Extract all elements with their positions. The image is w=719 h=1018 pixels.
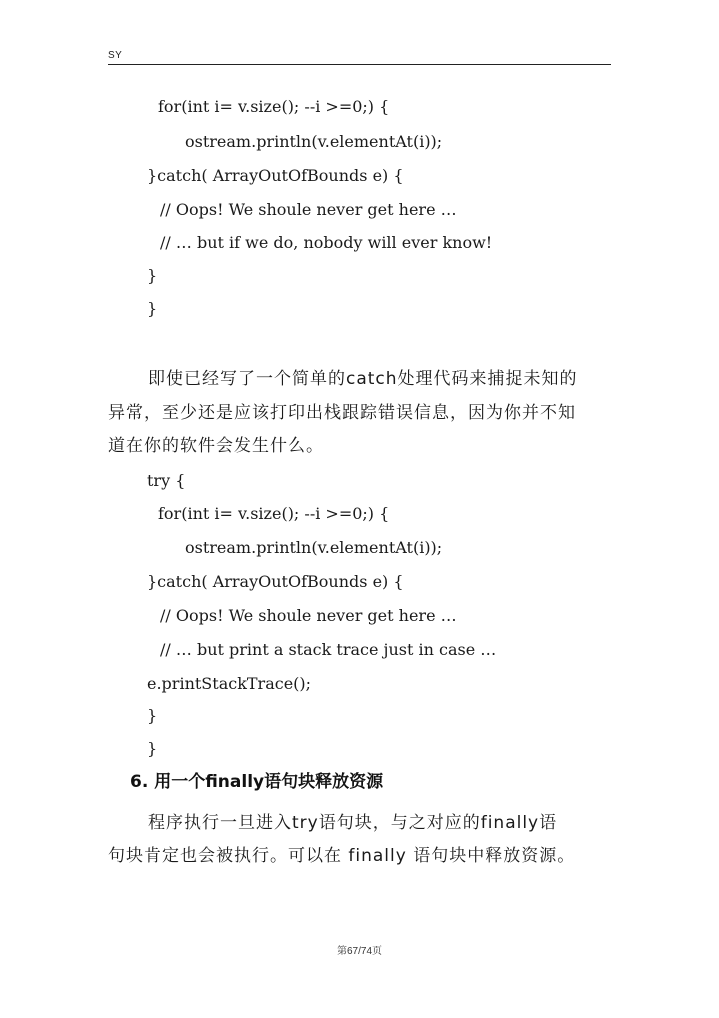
header-rule xyxy=(108,64,611,65)
code-line: ostream.println(v.elementAt(i)); xyxy=(185,132,443,151)
code-line: // Oops! We shoule never get here … xyxy=(160,200,457,219)
code-line: }catch( ArrayOutOfBounds e) { xyxy=(147,572,404,591)
paragraph-line: 句块肯定也会被执行。可以在 finally 语句块中释放资源。 xyxy=(108,846,576,866)
code-line: for(int i= v.size(); --i >=0;) { xyxy=(158,97,390,116)
code-line: } xyxy=(147,299,158,318)
page-number: 第67/74页 xyxy=(336,946,383,957)
code-line: // … but if we do, nobody will ever know! xyxy=(160,233,493,252)
code-line: ostream.println(v.elementAt(i)); xyxy=(185,538,443,557)
paragraph-line: 道在你的软件会发生什么。 xyxy=(108,436,324,456)
code-line: } xyxy=(147,706,158,725)
code-line: for(int i= v.size(); --i >=0;) { xyxy=(158,504,390,523)
paragraph-line: 程序执行一旦进入try语句块，与之对应的finally语 xyxy=(148,813,558,833)
code-line: }catch( ArrayOutOfBounds e) { xyxy=(147,166,404,185)
code-line: e.printStackTrace(); xyxy=(147,674,312,693)
code-line: // … but print a stack trace just in case … xyxy=(160,640,497,659)
code-line: } xyxy=(147,739,158,758)
header-label: SY xyxy=(108,50,123,61)
paragraph-line: 异常，至少还是应该打印出栈跟踪错误信息，因为你并不知 xyxy=(108,403,576,423)
code-line: // Oops! We shoule never get here … xyxy=(160,606,457,625)
code-line: try { xyxy=(147,471,186,490)
section-heading: 6. 用一个finally语句块释放资源 xyxy=(130,772,384,792)
paragraph-line: 即使已经写了一个简单的catch处理代码来捕捉未知的 xyxy=(148,369,578,389)
code-line: } xyxy=(147,266,158,285)
